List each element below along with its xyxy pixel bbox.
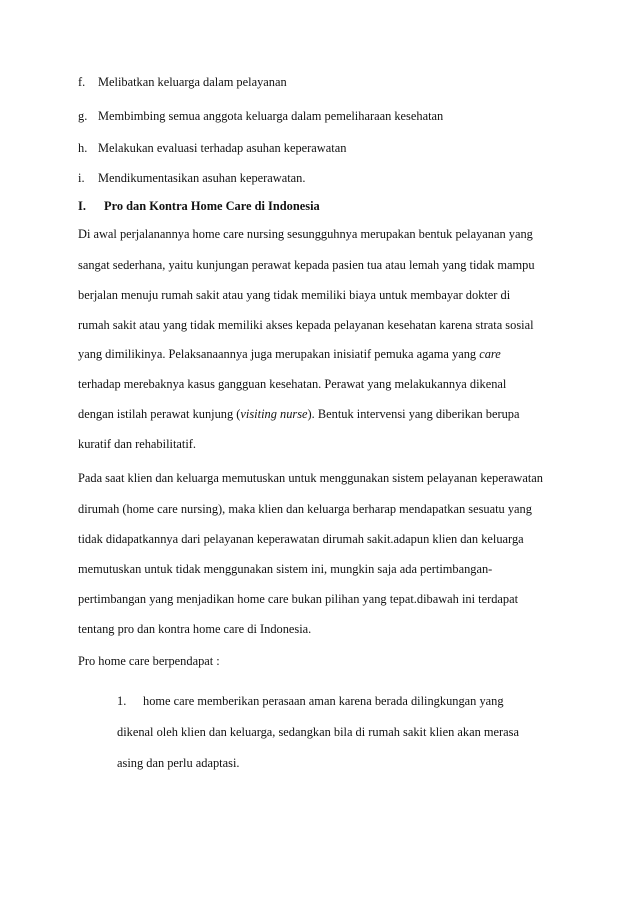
paragraph2-line: tentang pro dan kontra home care di Indonesia. xyxy=(78,622,312,636)
list-item-f xyxy=(78,74,287,90)
paragraph1-line: kuratif dan rehabilitatif. xyxy=(78,437,197,451)
paragraph1-line: terhadap merebaknya kasus gangguan kesehatan. Perawat yang melakukannya dikenal xyxy=(78,377,507,391)
paragraph2-line: memutuskan untuk tidak menggunakan sistem ini, mungkin saja ada pertimbangan- xyxy=(78,562,493,576)
section-number: I. xyxy=(78,199,86,213)
paragraph1-line xyxy=(78,406,520,422)
paragraph1-line: Di awal perjalanannya home care nursing sesungguhnya merupakan bentuk pelayanan yang xyxy=(78,227,533,241)
list-item-letter: i. xyxy=(78,171,85,185)
list-item-text: Membimbing semua anggota keluarga dalam pemeliharaan kesehatan xyxy=(98,109,444,123)
paragraph1-line5-text: yang dimilikinya. Pelaksanaannya juga merupakan inisiatif pemuka agama yang xyxy=(78,347,480,361)
list-item-text: Melibatkan keluarga dalam pelayanan xyxy=(98,75,287,89)
section-heading xyxy=(78,198,320,214)
paragraph2-line: pertimbangan yang menjadikan home care bukan pilihan yang tepat.dibawah ini terdapat xyxy=(78,592,519,606)
list-item-letter: f. xyxy=(78,75,86,89)
paragraph2-line: tidak didapatkannya dari pelayanan keperawatan dirumah sakit.adapun klien dan keluarga xyxy=(78,532,524,546)
paragraph1-line: rumah sakit atau yang tidak memiliki akses kepada pelayanan kesehatan karena strata sosial xyxy=(78,318,534,332)
list-item-text: Mendikumentasikan asuhan keperawatan. xyxy=(98,171,306,185)
pro-intro: Pro home care berpendapat : xyxy=(78,654,220,668)
numbered-item-marker: 1. xyxy=(117,694,127,708)
numbered-item-text: home care memberikan perasaan aman karena berada dilingkungan yang xyxy=(143,694,504,708)
numbered-item-line: dikenal oleh klien dan keluarga, sedangkan bila di rumah sakit klien akan merasa xyxy=(117,725,519,739)
paragraph1-line5-italic: care xyxy=(479,347,501,361)
list-item-letter: h. xyxy=(78,141,88,155)
numbered-item-line xyxy=(117,693,504,709)
paragraph1-line: berjalan menuju rumah sakit atau yang tidak memiliki biaya untuk membayar dokter di xyxy=(78,288,511,302)
list-item-h xyxy=(78,140,346,156)
list-item-i xyxy=(78,170,305,186)
paragraph1-line7-post: ). Bentuk intervensi yang diberikan berupa xyxy=(307,407,520,421)
list-item-g xyxy=(78,108,443,124)
section-title: Pro dan Kontra Home Care di Indonesia xyxy=(104,199,320,213)
list-item-text: Melakukan evaluasi terhadap asuhan keperawatan xyxy=(98,141,347,155)
paragraph1-line7-italic: visiting nurse xyxy=(240,407,308,421)
paragraph2-line: Pada saat klien dan keluarga memutuskan untuk menggunakan sistem pelayanan keperawatan xyxy=(78,471,543,485)
paragraph2-line: dirumah (home care nursing), maka klien dan keluarga berharap mendapatkan sesuatu yang xyxy=(78,502,532,516)
numbered-item-line: asing dan perlu adaptasi. xyxy=(117,756,240,770)
list-item-letter: g. xyxy=(78,109,88,123)
paragraph1-line7-pre: dengan istilah perawat kunjung ( xyxy=(78,407,241,421)
paragraph1-line xyxy=(78,346,501,362)
paragraph1-line: sangat sederhana, yaitu kunjungan perawat kepada pasien tua atau lemah yang tidak mampu xyxy=(78,258,535,272)
